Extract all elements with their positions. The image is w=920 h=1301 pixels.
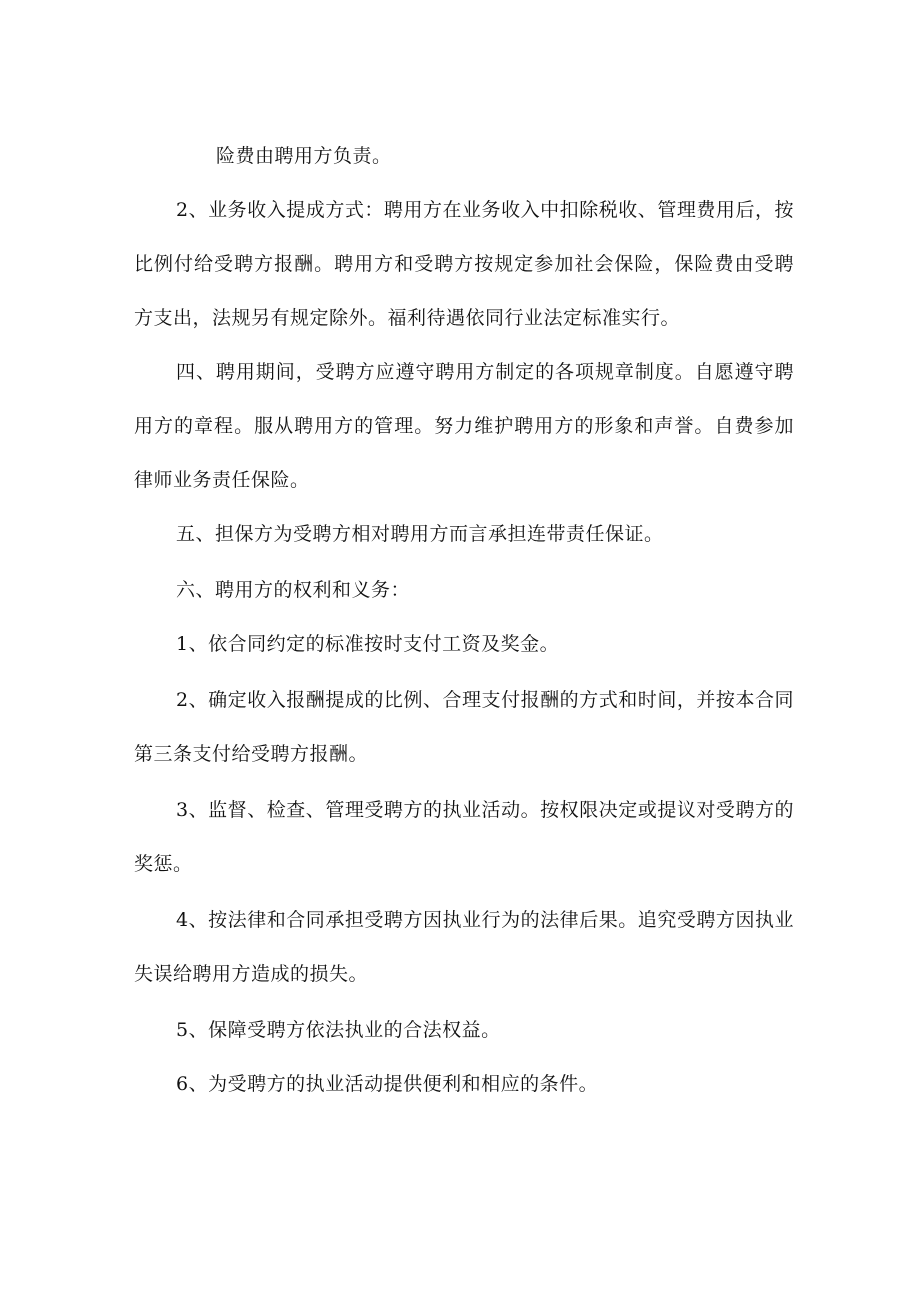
paragraph-section-five: 五、担保方为受聘方相对聘用方而言承担连带责任保证。 (176, 523, 664, 545)
paragraph-section-six-heading: 六、聘用方的权利和义务： (176, 579, 411, 601)
paragraph-item-3: 3、监督、检查、管理受聘方的执业活动。按权限决定或提议对受聘方的奖惩。 (134, 799, 794, 875)
paragraph-item-4: 4、按法律和合同承担受聘方因执业行为的法律后果。追究受聘方因执业失误给聘用方造成的损失。 (134, 909, 794, 985)
paragraph-item-6: 6、为受聘方的执业活动提供便利和相应的条件。 (176, 1073, 599, 1095)
paragraph-section-four: 四、聘用期间，受聘方应遵守聘用方制定的各项规章制度。自愿遵守聘用方的章程。服从聘用方的管理。努力维护聘用方的形象和声誉。自费参加律师业务责任保险。 (134, 361, 794, 491)
paragraph-item-1: 1、依合同约定的标准按时支付工资及奖金。 (176, 633, 560, 655)
paragraph-continuation: 险费由聘用方负责。 (216, 145, 392, 167)
paragraph-item-5: 5、保障受聘方依法执业的合法权益。 (176, 1019, 501, 1041)
paragraph-item-2: 2、确定收入报酬提成的比例、合理支付报酬的方式和时间，并按本合同第三条支付给受聘方报酬。 (134, 689, 794, 765)
paragraph-income-commission: 2、业务收入提成方式：聘用方在业务收入中扣除税收、管理费用后，按比例付给受聘方报酬。聘用方和受聘方按规定参加社会保险，保险费由受聘方支出，法规另有规定除外。福利待遇依同行业法定标准实行。 (134, 199, 794, 329)
